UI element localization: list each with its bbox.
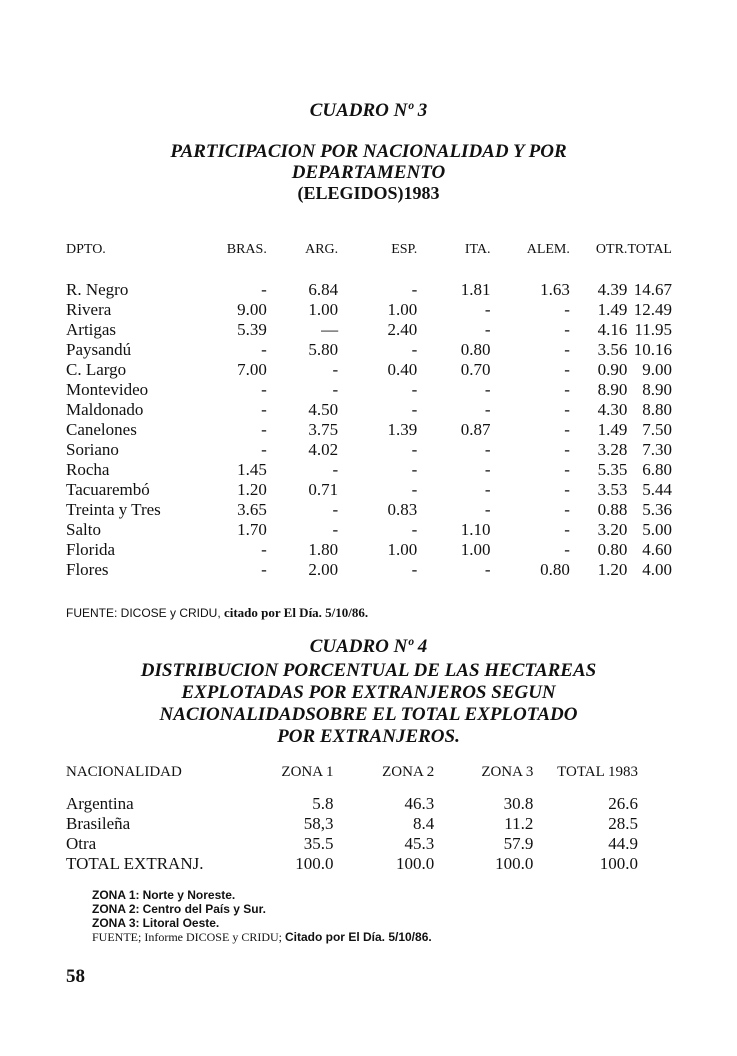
table4-header-nacionalidad: NACIONALIDAD	[66, 763, 182, 780]
table3-cell: 1.49	[597, 420, 628, 439]
table3-cell: -	[564, 300, 570, 319]
table4-cell: 100.0	[599, 854, 638, 873]
table3-cell: 0.80	[597, 540, 628, 559]
table4-cell: 28.5	[608, 814, 638, 833]
table3-cell: 7.30	[642, 440, 672, 459]
table4-row-label: Argentina	[66, 794, 134, 813]
table3-cell: 1.10	[460, 520, 491, 539]
table3-cell: 1.45	[237, 460, 267, 479]
note-zona3: ZONA 3: Litoral Oeste.	[92, 916, 220, 930]
table3-cell: -	[261, 540, 267, 559]
table3-cell: —	[321, 320, 339, 339]
table3-cell: 5.36	[642, 500, 672, 519]
table3-cell: -	[261, 280, 267, 299]
table3-cell: 2.00	[308, 560, 339, 579]
table3-cell: 6.80	[642, 460, 672, 479]
table3-cell: -	[332, 380, 339, 399]
table3-cell: -	[564, 520, 570, 539]
table3-row-label: Canelones	[66, 420, 137, 439]
table3-cell: 4.00	[642, 560, 672, 579]
table4-row-label: Otra	[66, 834, 97, 853]
table3-cell: 5.39	[237, 320, 267, 339]
table4-header-zona2: ZONA 2	[382, 763, 435, 780]
table3-cell: -	[484, 380, 491, 399]
table3-cell: 0.88	[597, 500, 628, 519]
table3-header-alem: ALEM.	[526, 242, 570, 257]
table3-row-label: Rivera	[66, 300, 112, 319]
table3-header-arg: ARG.	[305, 242, 339, 257]
table3-cell: 1.00	[308, 300, 339, 319]
table3-cell: 4.16	[597, 320, 628, 339]
table3-cell: 4.39	[597, 280, 628, 299]
table3-row-label: Salto	[66, 520, 101, 539]
table3-cell: 5.44	[642, 480, 672, 499]
table3-cell: -	[484, 320, 491, 339]
table3-cell: 3.53	[597, 480, 628, 499]
table4-subtitle-line3: NACIONALIDADSOBRE EL TOTAL EXPLOTADO	[159, 704, 578, 725]
table3-cell: 1.81	[460, 280, 491, 299]
table3-cell: 11.95	[634, 320, 672, 339]
table3-subtitle-line3: (ELEGIDOS)1983	[297, 183, 440, 203]
table3-row	[66, 400, 672, 420]
table4-notes	[92, 888, 432, 944]
page-number: 58	[66, 966, 85, 987]
table3-row	[66, 300, 672, 320]
table3-subtitle-line2: DEPARTAMENTO	[291, 162, 446, 183]
table3-subtitle-line1: PARTICIPACION POR NACIONALIDAD Y POR	[170, 141, 567, 162]
table3-cell: -	[411, 280, 418, 299]
table3-row	[66, 380, 672, 400]
table3-cell: 3.56	[597, 340, 628, 359]
table3-row	[66, 340, 672, 360]
table3-cell: -	[261, 440, 267, 459]
note-zona1: ZONA 1: Norte y Noreste.	[92, 888, 236, 902]
table3-cell: 1.63	[540, 280, 570, 299]
table4-hectare-distribution	[66, 760, 638, 874]
table3-cell: 7.50	[642, 420, 672, 439]
table3-cell: -	[564, 480, 570, 499]
table3-cell: -	[261, 560, 267, 579]
table3-row-label: Maldonado	[66, 400, 144, 419]
table3-cell: 4.60	[642, 540, 672, 559]
table3-cell: -	[484, 560, 491, 579]
table3-cell: -	[411, 460, 418, 479]
table3-row	[66, 520, 672, 540]
table3-row	[66, 500, 672, 520]
table3-cell: 5.00	[642, 520, 672, 539]
table3-cell: 4.30	[597, 400, 628, 419]
table3-row	[66, 440, 672, 460]
table4-header-row	[66, 760, 638, 784]
table3-row	[66, 540, 672, 560]
table4-row	[66, 794, 638, 814]
table3-cell: -	[332, 520, 339, 539]
table3-title: CUADRO Nº 3	[309, 100, 428, 121]
table4-cell: 100.0	[495, 854, 534, 873]
table3-source-rest: citado por El Día. 5/10/86.	[223, 605, 369, 620]
table3-source-label: FUENTE: DICOSE y CRIDU,	[66, 606, 221, 620]
table3-cell: 3.75	[308, 420, 339, 439]
table3-cell: -	[564, 460, 570, 479]
table3-header-total: TOTAL	[627, 242, 672, 257]
table3-row	[66, 360, 672, 380]
table3-cell: 5.80	[308, 340, 339, 359]
table3-cell: 0.83	[387, 500, 418, 519]
table3-row-label: Montevideo	[66, 380, 149, 399]
table3-cell: 1.00	[460, 540, 491, 559]
table3-cell: 0.40	[387, 360, 418, 379]
table3-cell: 1.20	[237, 480, 267, 499]
table3-cell: -	[484, 300, 491, 319]
table3-cell: 1.00	[387, 300, 418, 319]
table3-row	[66, 420, 672, 440]
table4-title: CUADRO Nº 4	[309, 636, 428, 657]
table3-cell: 1.20	[597, 560, 628, 579]
table3-cell: 9.00	[642, 360, 672, 379]
table3-cell: -	[564, 540, 570, 559]
table3-row-label: C. Largo	[66, 360, 127, 379]
table3-cell: 2.40	[387, 320, 418, 339]
table3-cell: 7.00	[237, 360, 267, 379]
table4-header-total: TOTAL 1983	[557, 763, 638, 780]
table3-row	[66, 560, 672, 580]
table3-cell: 1.39	[387, 420, 418, 439]
table4-cell: 100.0	[395, 854, 435, 873]
table3-cell: -	[411, 480, 418, 499]
table3-row	[66, 460, 672, 480]
note-source: FUENTE; Informe DICOSE y CRIDU; Citado por El Día. 5/10/86.	[92, 930, 432, 944]
table3-cell: 0.80	[540, 560, 570, 579]
table4-cell: 57.9	[503, 834, 534, 853]
table3-row-label: Tacuarembó	[66, 480, 150, 499]
table3-cell: 0.80	[460, 340, 491, 359]
table3-header-ita: ITA.	[464, 242, 491, 257]
table3-row-label: Rocha	[66, 460, 110, 479]
table4-cell: 45.3	[404, 834, 435, 853]
table3-header-otr: OTR.	[595, 242, 628, 257]
table3-cell: -	[564, 440, 570, 459]
table4-subtitle-line4: POR EXTRANJEROS.	[277, 726, 460, 747]
table3-header-bras: BRAS.	[226, 242, 267, 257]
table3-cell: 0.90	[597, 360, 628, 379]
table3-row-label: Treinta y Tres	[66, 500, 161, 519]
table3-cell: -	[564, 420, 570, 439]
table4-row-label: Brasileña	[66, 814, 131, 833]
table4-header-zona1: ZONA 1	[281, 763, 334, 780]
table4-subtitle-line1: DISTRIBUCION PORCENTUAL DE LAS HECTAREAS	[140, 660, 597, 681]
table3-cell: -	[411, 400, 418, 419]
table3-cell: 6.84	[308, 280, 339, 299]
table3-row-label: R. Negro	[66, 280, 129, 299]
table4-row	[66, 814, 638, 834]
table3-source	[66, 605, 368, 621]
table3-row-label: Artigas	[66, 320, 117, 339]
table4-row-label: TOTAL EXTRANJ.	[66, 854, 204, 873]
table3-row-label: Flores	[66, 560, 109, 579]
table3-participation-by-nationality	[66, 228, 672, 580]
table3-cell: 4.02	[308, 440, 339, 459]
table3-cell: 1.49	[597, 300, 628, 319]
table3-cell: 8.90	[597, 380, 628, 399]
table3-header-esp: ESP.	[391, 242, 418, 257]
table3-cell: 8.90	[642, 380, 672, 399]
table3-row	[66, 320, 672, 340]
table3-cell: -	[411, 340, 418, 359]
table3-cell: -	[564, 500, 570, 519]
table4-cell: 100.0	[295, 854, 334, 873]
table3-cell: 0.87	[460, 420, 491, 439]
table4-row	[66, 854, 638, 874]
table3-row	[66, 280, 672, 300]
table3-cell: -	[484, 500, 491, 519]
table3-cell: 14.67	[633, 280, 672, 299]
table3-cell: -	[564, 380, 570, 399]
table3-cell: -	[484, 480, 491, 499]
table3-row-label: Paysandú	[66, 340, 132, 359]
table3-cell: 0.70	[460, 360, 491, 379]
table3-row-label: Soriano	[66, 440, 119, 459]
table4-cell: 58,3	[303, 814, 334, 833]
table3-cell: -	[261, 420, 267, 439]
table3-row	[66, 480, 672, 500]
table3-cell: 1.70	[237, 520, 267, 539]
note-zona2: ZONA 2: Centro del País y Sur.	[92, 902, 266, 916]
table4-row	[66, 834, 638, 854]
table3-cell: 12.49	[633, 300, 672, 319]
table3-cell: -	[261, 400, 267, 419]
table4-cell: 5.8	[312, 794, 334, 813]
table3-cell: -	[261, 380, 267, 399]
table3-cell: 8.80	[642, 400, 672, 419]
table3-cell: -	[411, 380, 418, 399]
table3-header-dpto: DPTO.	[66, 242, 106, 257]
table3-cell: 4.50	[308, 400, 339, 419]
table3-cell: -	[564, 400, 570, 419]
table4-cell: 26.6	[608, 794, 638, 813]
table3-subtitle	[0, 141, 737, 204]
table4-subtitle-line2: EXPLOTADAS POR EXTRANJEROS SEGUN	[181, 682, 556, 703]
table3-cell: 3.65	[237, 500, 267, 519]
table3-cell: 9.00	[237, 300, 267, 319]
table4-cell: 35.5	[303, 834, 334, 853]
table4-cell: 11.2	[504, 814, 534, 833]
table3-cell: -	[261, 340, 267, 359]
table3-cell: 1.00	[387, 540, 418, 559]
table3-row-label: Florida	[66, 540, 116, 559]
table3-cell: -	[332, 460, 339, 479]
table3-cell: 3.20	[597, 520, 628, 539]
table3-cell: -	[564, 320, 570, 339]
table3-cell: -	[564, 340, 570, 359]
table3-cell: -	[332, 500, 339, 519]
table3-cell: 3.28	[597, 440, 628, 459]
table3-cell: -	[411, 520, 418, 539]
table3-cell: -	[484, 460, 491, 479]
table3-cell: 5.35	[597, 460, 628, 479]
table3-cell: 10.16	[633, 340, 672, 359]
table4-cell: 44.9	[608, 834, 638, 853]
table3-cell: -	[332, 360, 339, 379]
table3-cell: -	[484, 440, 491, 459]
table3-header-row	[66, 228, 672, 258]
table4-header-zona3: ZONA 3	[481, 763, 534, 780]
table4-cell: 46.3	[404, 794, 435, 813]
table3-cell: 0.71	[308, 480, 339, 499]
table3-cell: -	[564, 360, 570, 379]
table3-cell: -	[484, 400, 491, 419]
table3-cell: 1.80	[308, 540, 339, 559]
table4-subtitle	[0, 660, 737, 748]
table4-cell: 30.8	[503, 794, 534, 813]
table3-cell: -	[411, 560, 418, 579]
table3-cell: -	[411, 440, 418, 459]
table4-cell: 8.4	[412, 814, 435, 833]
